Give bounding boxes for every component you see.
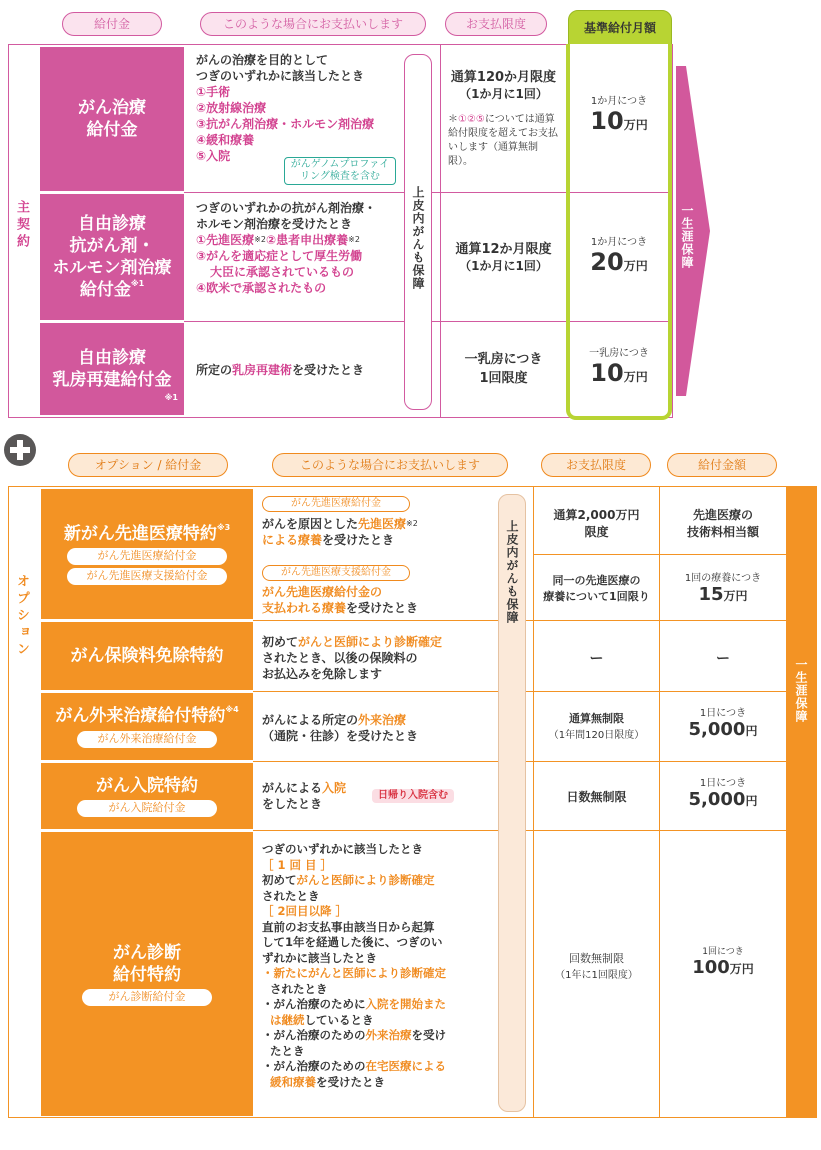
option-lifetime-label: 一生涯保障 bbox=[794, 658, 808, 723]
limit-text: （1か月に1回） bbox=[459, 259, 548, 273]
benefit-name-line: 給付金$^{※1}$ bbox=[79, 279, 145, 301]
amount-caption: 1か月につき bbox=[590, 96, 648, 107]
limit-text: 通算無制限 bbox=[569, 712, 624, 725]
option-limit-advanced-support bbox=[534, 572, 659, 604]
amount-free-drug bbox=[570, 233, 668, 276]
condition-text: ホルモン剤治療を受けたとき bbox=[196, 217, 353, 231]
condition-text: つぎのいずれかの抗がん剤治療・ bbox=[196, 201, 377, 215]
condition-text: つぎのいずれかに該当したとき bbox=[196, 69, 365, 83]
amount-unit: 万円 bbox=[729, 962, 754, 976]
amount-text: 先進医療の bbox=[692, 508, 753, 522]
amount-caption: 1回の療養につき bbox=[684, 573, 762, 584]
option-condition-diagnosis: つぎのいずれかに該当したとき ［ 1 回 目 ］ 初めてがんと医師により診断確定 されたとき ［ 2回目以降 ］ 直前のお支払事由該当日から起算 して1年を経過した後に、つぎのい ずれかに該当したとき ・新たにがんと医師により診断確定 されたとき ・がん治療のために入院を開始また は継続しているとき ・がん治療のための外来治療を受け たとき ・がん治療のための在宅医療による 緩和療養を受けたとき bbox=[262, 842, 446, 1089]
option-tag-advanced: がん先進医療給付金 bbox=[262, 496, 410, 512]
limit-text: 通算120か月限度 bbox=[450, 70, 557, 85]
option-tag-advanced-support: がん先進医療支援給付金 bbox=[262, 565, 410, 581]
limit-text: 回数無制限 bbox=[569, 952, 624, 965]
option-name-advanced-medical: 新がん先進医療特約$^{※3}$ がん先進医療給付金 がん先進医療支援給付金 bbox=[41, 489, 253, 619]
limit-text: 限度 bbox=[584, 525, 609, 539]
row-divider bbox=[534, 554, 786, 555]
condition-item: 大臣に承認されているもの bbox=[210, 265, 355, 279]
option-name-outpatient: がん外来治療給付特約$^{※4}$ がん外来治療給付金 bbox=[41, 693, 253, 760]
option-amount-advanced bbox=[660, 506, 786, 540]
option-name-premium-waiver: がん保険料免除特約 bbox=[41, 622, 253, 690]
option-amount-diagnosis bbox=[660, 944, 786, 978]
benefit-name-line: ホルモン剤治療 bbox=[52, 258, 172, 278]
amount-value: 15 bbox=[698, 584, 724, 605]
option-side-label: オプション bbox=[14, 574, 29, 659]
condition-item: ①手術 bbox=[196, 85, 231, 99]
header-option-limit: お支払限度 bbox=[541, 453, 651, 477]
row-divider bbox=[570, 321, 668, 322]
option-condition-waiver: 初めてがんと医師により診断確定 されたとき、以後の保険料の お払込みを免除します bbox=[262, 635, 443, 681]
plus-icon bbox=[3, 433, 37, 467]
header-base-amount: 基準給付月額 bbox=[568, 10, 672, 48]
amount-caption: 1日につき bbox=[699, 778, 747, 789]
amount-value: 10 bbox=[590, 359, 624, 387]
option-condition-outpatient: がんによる所定の外来治療 （通院・往診）を受けたとき bbox=[262, 713, 419, 743]
benefit-name-line: がん治療 bbox=[78, 97, 146, 118]
benefit-name-cancer-treatment bbox=[40, 47, 184, 191]
row-divider bbox=[184, 321, 568, 322]
limit-text: 一乳房につき bbox=[464, 352, 543, 367]
benefit-name-line: 自由診療 bbox=[78, 213, 146, 234]
limit-text: 通算12か月限度 bbox=[455, 242, 552, 257]
option-sub-benefit: がん先進医療給付金 bbox=[67, 548, 227, 565]
option-condition-advanced: がんを原因とした先進医療$^{※2}$ による療養を受けたとき bbox=[262, 517, 418, 547]
option-skin-cancer-label: 上皮内がんも保障 bbox=[505, 520, 519, 624]
limit-text: 療養について1回限り bbox=[543, 590, 650, 603]
limit-text: （1年に1回限度） bbox=[555, 970, 638, 981]
limit-text: 通算2,000万円 bbox=[553, 508, 640, 522]
benefit-name-line: 自由診療 bbox=[78, 347, 146, 368]
header-option-when-paid: このような場合にお支払いします bbox=[272, 453, 508, 477]
skin-cancer-coverage-label: 上皮内がんも保障 bbox=[411, 186, 425, 290]
option-limit-diagnosis bbox=[534, 950, 659, 981]
benefit-name-breast-reconstruction bbox=[40, 323, 184, 415]
amount-caption: 一乳房につき bbox=[589, 348, 649, 359]
condition-item: ⑤入院 bbox=[196, 149, 231, 163]
condition-free-drug bbox=[196, 200, 411, 296]
option-sub-benefit: がん入院給付金 bbox=[77, 800, 217, 817]
day-admission-tag: 日帰り入院含む bbox=[372, 789, 454, 803]
condition-text: がんの治療を目的として bbox=[196, 53, 329, 67]
limit-text: （1年間120日限度） bbox=[548, 730, 645, 741]
genome-profiling-tag: がんゲノムプロファイリング検査を含む bbox=[284, 157, 396, 185]
option-amount-hospitalization bbox=[660, 774, 786, 810]
option-amount-outpatient bbox=[660, 704, 786, 740]
limit-note: ＊①②⑤については通算給付限度を超えてお支払いします（通算無制限）。 bbox=[448, 114, 558, 167]
option-limit-hospitalization: 日数無制限 bbox=[566, 790, 627, 804]
amount-value: 100 bbox=[692, 957, 730, 978]
option-sub-benefit: がん診断給付金 bbox=[82, 989, 212, 1006]
header-limit: お支払限度 bbox=[445, 12, 547, 36]
limit-cancer-treatment bbox=[441, 66, 566, 102]
option-amount-advanced-support bbox=[660, 569, 786, 605]
limit-text: （1か月に1回） bbox=[459, 87, 548, 101]
limit-breast bbox=[441, 348, 566, 386]
header-when-paid: このような場合にお支払いします bbox=[200, 12, 426, 36]
condition-item: ①先進医療$^{※2}$②患者申出療養$^{※2}$ bbox=[196, 233, 360, 247]
amount-unit: 万円 bbox=[623, 118, 648, 132]
amount-value: 10 bbox=[590, 107, 624, 135]
condition-breast: 所定の乳房再建術を受けたとき bbox=[196, 363, 365, 377]
row-divider bbox=[184, 192, 568, 193]
option-lifetime-band bbox=[786, 487, 816, 1117]
amount-caption: 1回につき bbox=[702, 947, 744, 957]
header-option: オプション / 給付金 bbox=[68, 453, 228, 477]
amount-unit: 万円 bbox=[723, 589, 748, 603]
condition-item: ③抗がん剤治療・ホルモン剤治療 bbox=[196, 117, 375, 131]
amount-value: 5,000 bbox=[688, 789, 746, 810]
condition-item: ④緩和療養 bbox=[196, 133, 255, 147]
amount-cancer-treatment bbox=[570, 92, 668, 135]
header-benefit: 給付金 bbox=[62, 12, 162, 36]
row-divider bbox=[570, 192, 668, 193]
header-option-amount: 給付金額 bbox=[667, 453, 777, 477]
amount-caption: 1か月につき bbox=[590, 237, 648, 248]
option-name-diagnosis: がん診断 給付特約 がん診断給付金 bbox=[41, 832, 253, 1116]
option-sub-benefit: がん先進医療支援給付金 bbox=[67, 568, 227, 585]
amount-breast bbox=[570, 344, 668, 387]
option-limit-advanced bbox=[534, 506, 659, 540]
amount-value: 5,000 bbox=[688, 719, 746, 740]
condition-item: ④欧米で承認されたもの bbox=[196, 281, 327, 295]
limit-text: 1回限度 bbox=[479, 371, 528, 386]
condition-item: ③がんを適応症として厚生労働 bbox=[196, 249, 363, 263]
amount-unit: 円 bbox=[745, 794, 758, 808]
amount-value: 20 bbox=[590, 248, 624, 276]
amount-unit: 円 bbox=[745, 724, 758, 738]
benefit-name-line: 乳房再建給付金 bbox=[52, 370, 172, 390]
amount-unit: 万円 bbox=[623, 259, 648, 273]
option-amount-waiver: ー bbox=[716, 651, 730, 667]
benefit-name-line: 給付金 bbox=[86, 120, 138, 140]
option-condition-hospitalization: がんによる入院 をしたとき bbox=[262, 781, 347, 811]
option-condition-advanced-support: がん先進医療給付金の 支払われる療養を受けたとき bbox=[262, 585, 419, 615]
footnote-mark: ※1 bbox=[164, 392, 178, 402]
main-side-label: 主契約 bbox=[14, 200, 29, 251]
main-lifetime-label: 一生涯保障 bbox=[680, 204, 694, 269]
amount-caption: 1日につき bbox=[699, 708, 747, 719]
amount-text: 技術料相当額 bbox=[686, 525, 759, 539]
benefit-name-free-drug bbox=[40, 194, 184, 320]
option-limit-outpatient bbox=[534, 710, 659, 741]
footnote-mark: ※1 bbox=[130, 279, 145, 289]
condition-item: ②放射線治療 bbox=[196, 101, 267, 115]
option-name-hospitalization: がん入院特約 がん入院給付金 bbox=[41, 763, 253, 829]
amount-unit: 万円 bbox=[623, 370, 648, 384]
option-sub-benefit: がん外来治療給付金 bbox=[77, 731, 217, 748]
limit-free-drug bbox=[441, 238, 566, 274]
condition-cancer-treatment bbox=[196, 52, 406, 164]
benefit-name-line: 抗がん剤・ bbox=[69, 235, 155, 256]
limit-text: 同一の先進医療の bbox=[552, 574, 641, 587]
option-limit-waiver: ー bbox=[589, 651, 604, 667]
